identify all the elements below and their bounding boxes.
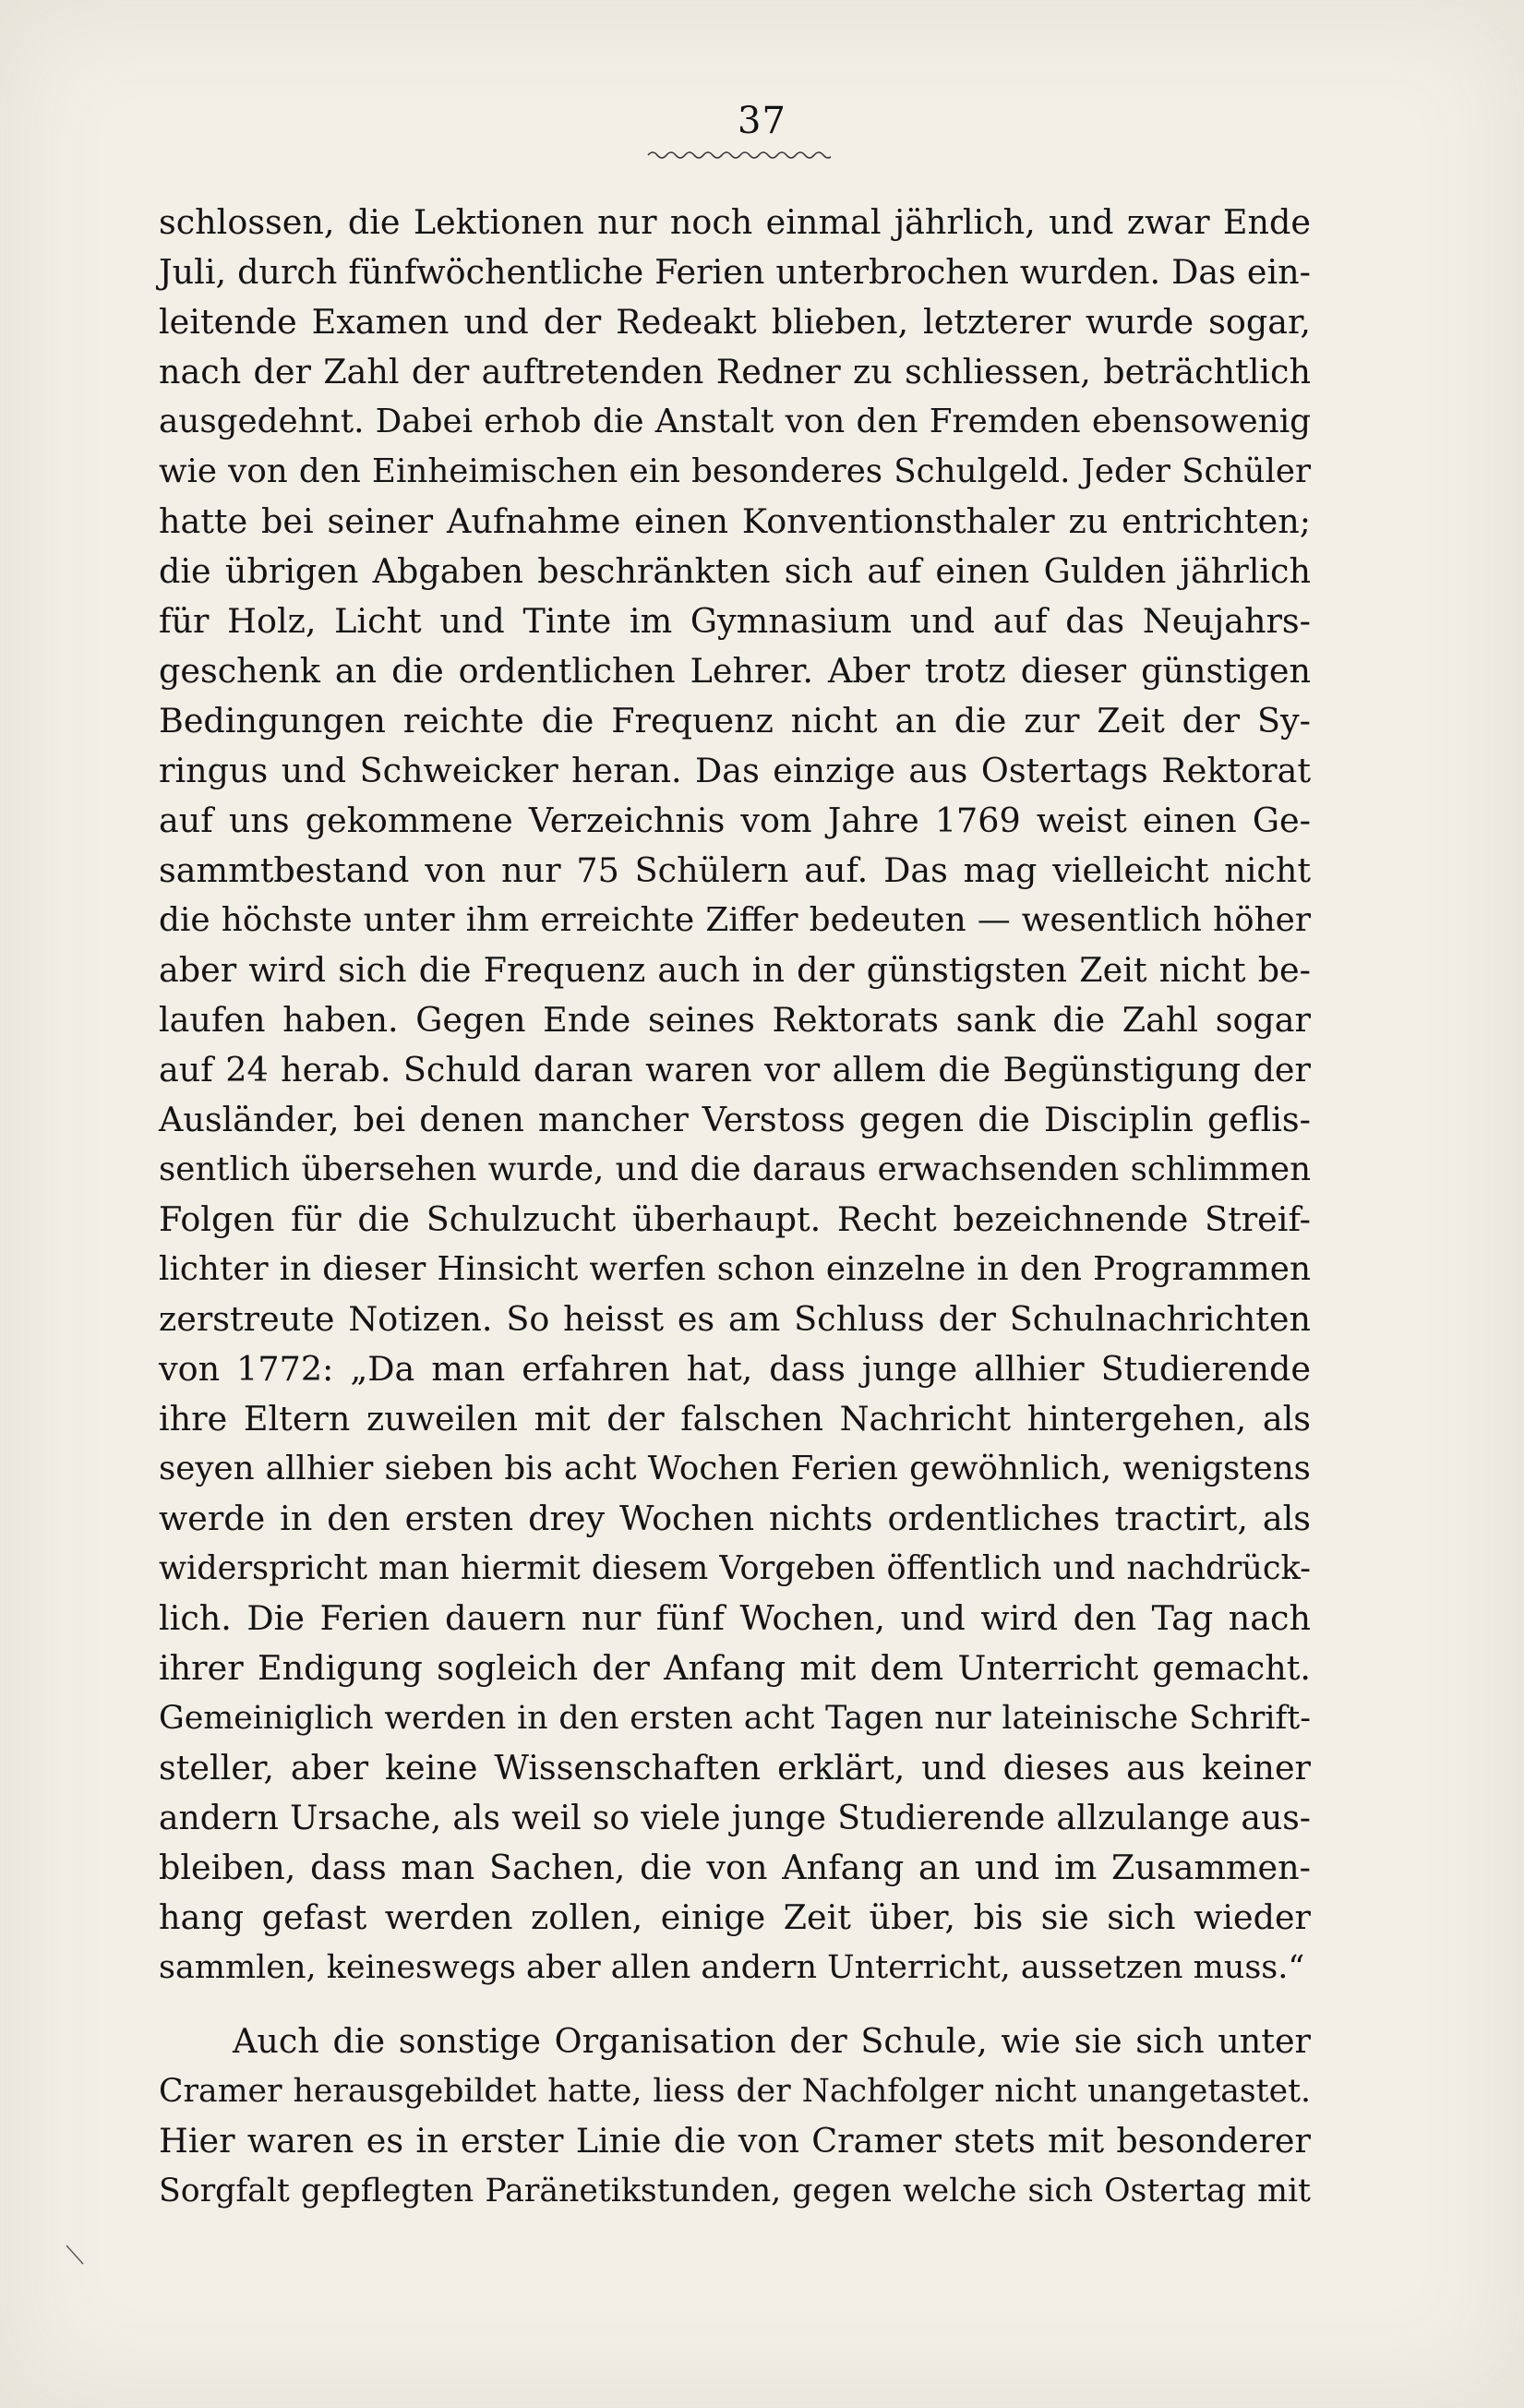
text-line: werde in den ersten drey Wochen nichts ordentliches tractirt, als [159,1499,1311,1538]
text-line: steller, aber keine Wissenschaften erklärt, und dieses aus keiner [159,1748,1311,1788]
text-line: leitende Examen und der Redeakt blieben, letzterer wurde sogar, [159,302,1311,342]
text-line: bleiben, dass man Sachen, die von Anfang an und im Zusammen- [159,1848,1311,1887]
text-line: die übrigen Abgaben beschränkten sich auf einen Gulden jährlich [159,551,1311,591]
text-line: Auch die sonstige Organisation der Schule, wie sie sich unter [233,2021,1311,2061]
text-line: ringus und Schweicker heran. Das einzige aus Ostertags Rektorat [159,751,1311,790]
text-line: laufen haben. Gegen Ende seines Rektorats sank die Zahl sogar [159,1000,1311,1040]
page-number: 37 [738,100,786,142]
text-line: Juli, durch fünfwöchentliche Ferien unterbrochen wurden. Das ein- [159,252,1311,292]
text-line: Hier waren es in erster Linie die von Cramer stets mit besonderer [159,2121,1311,2161]
text-line: widerspricht man hiermit diesem Vorgeben öffentlich und nachdrück- [159,1549,1311,1587]
text-line: zerstreute Notizen. So heisst es am Schluss der Schulnachrichten [159,1299,1311,1339]
text-line: von 1772: „Da man erfahren hat, dass junge allhier Studierende [159,1349,1311,1389]
text-line: Bedingungen reichte die Frequenz nicht an die zur Zeit der Sy- [159,701,1311,740]
body-text [159,198,1311,2216]
text-line: wie von den Einheimischen ein besonderes Schulgeld. Jeder Schüler [159,452,1311,490]
text-line: geschenk an die ordentlichen Lehrer. Aber trotz dieser günstigen [159,651,1311,691]
text-line: ausgedehnt. Dabei erhob die Anstalt von den Fremden ebensowenig [159,403,1311,440]
text-line: andern Ursache, als weil so viele junge Studierende allzulange aus- [159,1798,1311,1837]
text-line: ihrer Endigung sogleich der Anfang mit dem Unterricht gemacht. [159,1648,1311,1688]
text-line: die höchste unter ihm erreichte Ziffer bedeuten — wesentlich höher [159,901,1311,939]
paragraph-spacer [159,1993,1311,2017]
paper-blemish-mark [63,2242,89,2268]
text-line: ihre Eltern zuweilen mit der falschen Nachricht hintergehen, als [159,1399,1311,1439]
wavy-rule-ornament [646,148,831,163]
text-line: lich. Die Ferien dauern nur fünf Wochen, und wird den Tag nach [159,1598,1311,1638]
text-line: auf uns gekommene Verzeichnis vom Jahre 1769 weist einen Ge- [159,801,1311,840]
paragraph-2 [159,2017,1311,2216]
text-line: hatte bei seiner Aufnahme einen Konventionsthaler zu entrichten; [159,501,1311,541]
text-line: aber wird sich die Frequenz auch in der günstigsten Zeit nicht be- [159,950,1311,990]
text-line: seyen allhier sieben bis acht Wochen Ferien gewöhnlich, wenigstens [159,1450,1311,1487]
text-line: Ausländer, bei denen mancher Verstoss gegen die Disciplin geflis- [159,1100,1311,1139]
text-line: schlossen, die Lektionen nur noch einmal jährlich, und zwar Ende [159,202,1311,242]
paragraph-1 [159,198,1311,1993]
text-line: Folgen für die Schulzucht überhaupt. Recht bezeichnende Streif- [159,1199,1311,1239]
text-line: lichter in dieser Hinsicht werfen schon einzelne in den Programmen [159,1250,1311,1288]
text-line: sammlen, keineswegs aber allen andern Unterricht, aussetzen muss.“ [159,1949,1305,1986]
text-line: Sorgfalt gepflegten Paränetikstunden, gegen welche sich Ostertag mit [159,2173,1311,2209]
text-line: auf 24 herab. Schuld daran waren vor allem die Begünstigung der [159,1050,1311,1090]
text-line: nach der Zahl der auftretenden Redner zu schliessen, beträchtlich [159,352,1311,391]
text-line: Gemeiniglich werden in den ersten acht Tagen nur lateinische Schrift- [159,1700,1311,1737]
text-line: für Holz, Licht und Tinte im Gymnasium und auf das Neujahrs- [159,601,1311,641]
text-line: Cramer herausgebildet hatte, liess der Nachfolger nicht unangetastet. [159,2073,1311,2110]
text-line: hang gefast werden zollen, einige Zeit über, bis sie sich wieder [159,1897,1311,1937]
text-line: sentlich übersehen wurde, und die daraus erwachsenden schlimmen [159,1150,1311,1188]
text-line: sammtbestand von nur 75 Schülern auf. Das mag vielleicht nicht [159,850,1311,890]
